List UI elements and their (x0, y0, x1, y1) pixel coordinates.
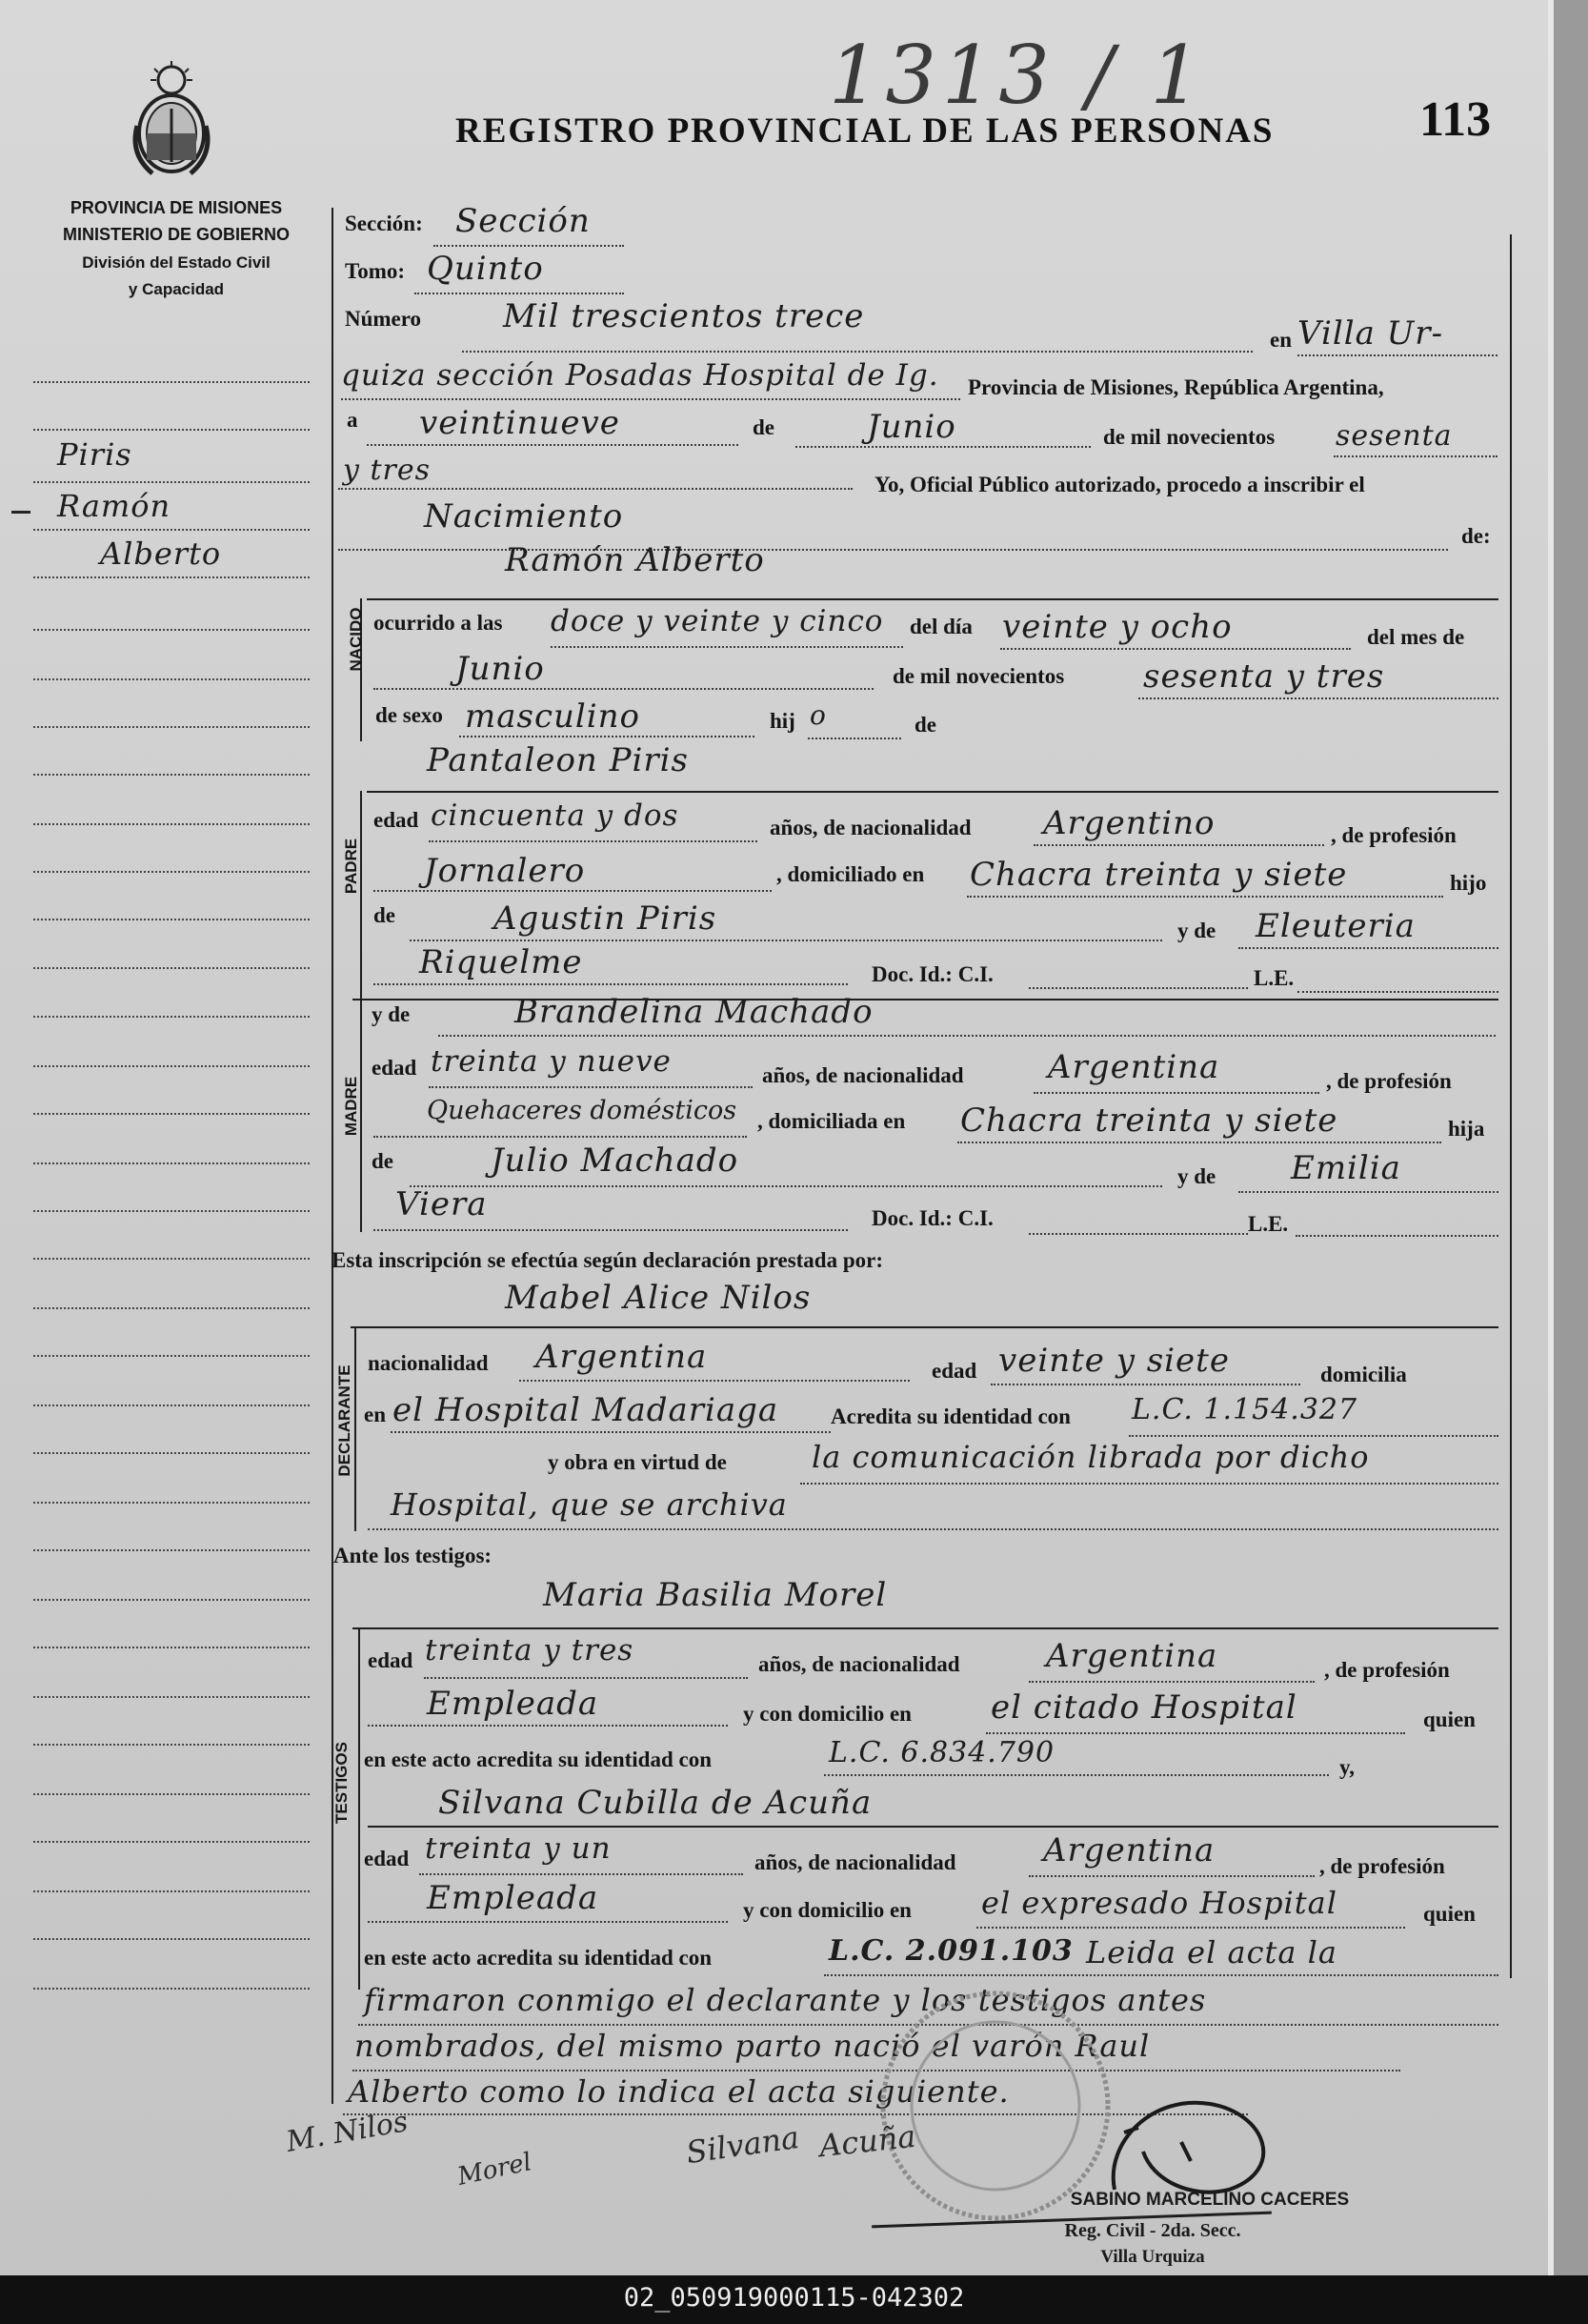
value-mes-nac: Junio (455, 650, 545, 688)
label-esta-inscripcion: Esta inscripción se efectúa según declaración prestada por: (332, 1248, 884, 1272)
value-t2-nac: Argentina (1043, 1831, 1216, 1869)
label-hij: hij (770, 709, 795, 733)
label-t2-acredita: en este acto acredita su identidad con (364, 1946, 713, 1970)
label-yo: Yo, Oficial Público autorizado, procedo a inscribir el (874, 473, 1365, 496)
header-division: División del Estado Civil (82, 253, 271, 272)
label-ante-testigos: Ante los testigos: (333, 1544, 492, 1567)
value-madre-dom: Chacra treinta y siete (960, 1101, 1338, 1140)
value-anio-1: sesenta (1336, 419, 1453, 453)
label-madre-le: L.E. (1248, 1212, 1289, 1236)
label-en: en (1270, 328, 1292, 352)
label-del-dia: del día (910, 615, 973, 638)
label-t1-domicilio: y con domicilio en (743, 1702, 912, 1726)
side-label-testigos: TESTIGOS (332, 1742, 351, 1824)
value-dia: veintinueve (419, 404, 620, 442)
label-de-mil-2: de mil novecientos (893, 664, 1065, 688)
value-t2-prof: Empleada (427, 1879, 599, 1917)
value-nombre: Ramón Alberto (505, 541, 765, 579)
value-decl-obra-2: Hospital, que se archiva (391, 1486, 788, 1523)
value-hora: doce y veinte y cinco (551, 604, 884, 638)
label-de: de (753, 415, 774, 439)
label-t2-domicilio: y con domicilio en (743, 1898, 912, 1922)
value-padre-prof: Jornalero (424, 852, 586, 890)
value-madre-edad: treinta y nueve (431, 1044, 672, 1079)
label-seccion: Sección: (345, 212, 423, 235)
label-t2-nacionalidad: años, de nacionalidad (754, 1850, 956, 1874)
value-t2-nombre: Silvana Cubilla de Acuña (438, 1784, 873, 1822)
value-madre-nombre: Brandelina Machado (514, 993, 874, 1031)
label-padre-nacionalidad: años, de nacionalidad (770, 816, 972, 839)
side-label-padre: PADRE (342, 838, 360, 895)
label-t1-nacionalidad: años, de nacionalidad (758, 1652, 960, 1676)
label-numero: Número (345, 307, 422, 331)
value-decl-doc: L.C. 1.154.327 (1132, 1393, 1358, 1426)
margin-note-first-name: Ramón (57, 488, 171, 524)
label-t1-profesion: , de profesión (1324, 1658, 1450, 1682)
value-seccion: Sección (455, 202, 591, 240)
label-padre-edad: edad (373, 808, 419, 832)
label-padre-profesion: , de profesión (1331, 823, 1457, 847)
header-ministry: MINISTERIO DE GOBIERNO (62, 225, 291, 244)
margin-dash (11, 511, 30, 514)
label-tomo: Tomo: (345, 259, 406, 283)
label-t2-edad: edad (364, 1847, 410, 1870)
label-de-mil: de mil novecientos (1103, 425, 1276, 449)
value-t1-nac: Argentina (1046, 1637, 1218, 1675)
signature-testigo-2: Silvana (683, 2118, 802, 2172)
value-t1-prof: Empleada (427, 1685, 599, 1723)
label-t2-profesion: , de profesión (1319, 1854, 1445, 1878)
value-padre-nombre: Pantaleon Piris (427, 741, 689, 779)
label-madre-y-de: y de (372, 1002, 411, 1026)
label-y-obra: y obra en virtud de (548, 1450, 727, 1474)
label-madre-nacionalidad: años, de nacionalidad (762, 1063, 964, 1087)
page-title: REGISTRO PROVINCIAL DE LAS PERSONAS (455, 111, 1275, 151)
label-madre-doc-id: Doc. Id.: C.I. (872, 1206, 994, 1230)
coat-of-arms-icon (124, 59, 219, 183)
value-lugar-2: quiza sección Posadas Hospital de Ig. (341, 358, 939, 393)
value-padre-nac: Argentino (1043, 804, 1216, 842)
label-padre-doc-id: Doc. Id.: C.I. (872, 962, 994, 986)
value-anio-2: y tres (343, 454, 432, 487)
label-decl-edad: edad (932, 1359, 977, 1383)
official-role: Reg. Civil - 2da. Secc. (1064, 2220, 1241, 2241)
label-padre-y-de: y de (1177, 919, 1216, 942)
label-madre-de: de (372, 1149, 393, 1173)
label-de-sexo: de sexo (375, 703, 443, 727)
side-label-madre: MADRE (342, 1076, 360, 1137)
section-line-testigos-top (352, 1627, 1498, 1629)
value-decl-obra-1: la comunicación librada por dicho (812, 1439, 1370, 1475)
value-decl-nac: Argentina (535, 1338, 708, 1376)
value-lugar-1: Villa Ur- (1297, 314, 1444, 353)
value-mes: Junio (867, 408, 956, 446)
signature-testigo-2b: Acuña (817, 2117, 918, 2165)
label-t2-quien: quien (1423, 1902, 1476, 1926)
label-t1-edad: edad (368, 1648, 413, 1672)
value-t2-edad: treinta y un (425, 1831, 612, 1866)
value-t1-nombre: Maria Basilia Morel (543, 1576, 888, 1614)
value-t2-doc: L.C. 2.091.103 (829, 1934, 1074, 1968)
value-dia-nac: veinte y ocho (1002, 608, 1233, 646)
official-place: Villa Urquiza (1100, 2247, 1205, 2267)
section-line-nacido-top (367, 598, 1498, 600)
label-decl-en: en (364, 1403, 386, 1426)
label-padre-le: L.E. (1254, 966, 1295, 990)
signature-declarante: M. Nilos (283, 2105, 411, 2159)
top-handwritten-number: 1313 / 1 (829, 29, 1207, 122)
page-edge-highlight (1548, 0, 1554, 2275)
label-a: a (347, 408, 358, 432)
label-madre-profesion: , de profesión (1326, 1069, 1452, 1093)
signature-testigo-1: Morel (454, 2148, 534, 2192)
value-madre-padre: Julio Machado (491, 1142, 739, 1180)
value-cierre-3: nombrados, del mismo parto nació el varón Raul (354, 2028, 1151, 2064)
value-t1-dom: el citado Hospital (991, 1688, 1297, 1727)
label-hijo: hijo (1450, 871, 1487, 895)
footer-code: 02_050919000115-042302 (623, 2283, 965, 2313)
label-del-mes: del mes de (1367, 625, 1465, 649)
value-padre-madre-1: Eleuteria (1256, 907, 1416, 945)
value-madre-prof: Quehaceres domésticos (427, 1096, 737, 1125)
label-acredita: Acredita su identidad con (831, 1405, 1071, 1428)
value-cierre-1: Leida el acta la (1086, 1934, 1337, 1970)
label-t1-quien: quien (1423, 1708, 1476, 1731)
value-t1-edad: treinta y tres (425, 1633, 634, 1667)
page-edge (1554, 0, 1588, 2275)
value-madre-madre-2: Viera (395, 1185, 488, 1223)
label-madre-edad: edad (372, 1056, 417, 1080)
value-padre-dom: Chacra treinta y siete (970, 856, 1348, 894)
value-numero: Mil trescientos trece (503, 297, 865, 335)
value-madre-madre-1: Emilia (1291, 1149, 1401, 1187)
label-de-2: de (915, 713, 936, 737)
value-padre-madre-2: Riquelme (419, 943, 583, 981)
value-cierre-2: firmaron conmigo el declarante y los testigos antes (364, 1982, 1207, 2018)
value-cierre-4: Alberto como lo indica el acta siguiente. (348, 2073, 1010, 2110)
value-tomo: Quinto (427, 250, 544, 288)
value-t2-dom: el expresado Hospital (981, 1885, 1337, 1921)
header-province: PROVINCIA DE MISIONES (70, 198, 283, 217)
label-madre-y-de-2: y de (1177, 1164, 1216, 1188)
label-domiciliado-en: , domiciliado en (776, 862, 925, 886)
section-line-declarante-top (351, 1326, 1498, 1328)
value-anio-nac: sesenta y tres (1143, 657, 1385, 696)
label-domicilia: domicilia (1320, 1363, 1407, 1386)
label-y-comma: y, (1339, 1755, 1355, 1779)
side-label-nacido: NACIDO (347, 607, 365, 672)
label-domiciliada-en: , domiciliada en (757, 1109, 906, 1133)
value-acto: Nacimiento (424, 497, 624, 536)
side-label-declarante: DECLARANTE (335, 1364, 353, 1477)
label-hija: hija (1448, 1117, 1485, 1141)
page-number: 113 (1419, 92, 1492, 147)
label-padre-de: de (373, 903, 395, 927)
section-line-padre-top (367, 791, 1498, 793)
label-ocurrido: ocurrido a las (373, 611, 503, 635)
value-decl-dom: el Hospital Madariaga (392, 1391, 779, 1429)
value-padre-padre: Agustin Piris (493, 899, 717, 938)
value-hij-suffix: o (810, 699, 827, 731)
value-decl-nombre: Mabel Alice Nilos (505, 1279, 812, 1317)
frame-right-line (1510, 234, 1512, 1978)
label-decl-nacionalidad: nacionalidad (368, 1351, 489, 1375)
label-t1-acredita: en este acto acredita su identidad con (364, 1748, 713, 1771)
label-provincia: Provincia de Misiones, República Argentina, (968, 375, 1384, 399)
value-padre-edad: cincuenta y dos (431, 798, 679, 833)
header-capacity: y Capacidad (128, 280, 225, 298)
margin-note-second-name: Alberto (100, 536, 222, 572)
label-de-colon: de: (1461, 524, 1491, 548)
footer-bar (0, 2275, 1588, 2324)
value-sexo: masculino (465, 697, 641, 736)
value-t1-doc: L.C. 6.834.790 (829, 1736, 1055, 1769)
official-name: SABINO MARCELINO CACERES (1070, 2190, 1350, 2210)
margin-note-surname: Piris (57, 436, 132, 473)
value-madre-nac: Argentina (1048, 1048, 1220, 1086)
value-decl-edad: veinte y siete (998, 1342, 1230, 1380)
